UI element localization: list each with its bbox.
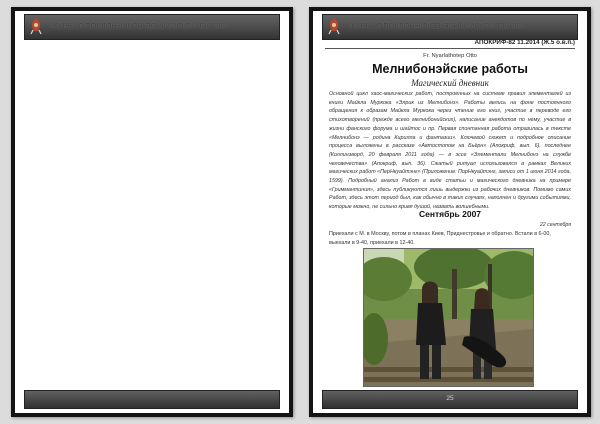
- page-footer: [322, 390, 578, 409]
- page-header: [322, 14, 578, 40]
- right-page: [309, 7, 591, 417]
- photo-image: [364, 249, 533, 386]
- issue-line: АПОКРИФ-82 11.2014 (Ж.5 о.в.п.): [474, 39, 575, 46]
- page-footer: [24, 390, 280, 409]
- header-title: ЖУРНАЛ ПОКЛОННИКОВ ЭЛЬФИЙСКОЙ СКАЗКИ: [349, 21, 527, 30]
- photo-two-people-forest: [363, 248, 534, 387]
- divider: [325, 48, 575, 49]
- dragon-logo-icon: [29, 17, 43, 35]
- page-number: 25: [446, 395, 454, 402]
- left-page: [11, 7, 293, 417]
- article-title: Мелнибонэйские работы: [372, 62, 528, 76]
- page-header: [24, 14, 280, 40]
- section-heading: Сентябрь 2007: [418, 209, 482, 219]
- article-subtitle: Магический дневник: [411, 78, 489, 88]
- entry-date: 22 сентября: [539, 222, 571, 228]
- header-title: ЖУРНАЛ ПОКЛОННИКОВ ЭЛЬФИЙСКОЙ СКАЗКИ: [51, 21, 229, 30]
- article-intro: Основной цикл хаос-магических работ, построенных на системе правил элементалей из книги Майкла Муркока «Элрик из Мелнибонэ». Работы велись на фоне постоянного обращения к образам Майкла Муркока через чтение его книг, участие в переводе его стихотворений (прежде всего мелнибонийских), написание анекдотов по нему, участие в жизни фанского форума и шайтос и пр. Первая спонтанная работа отразилась в тексте «Мелнибонэ — родина Кирилла и фантазии». Ключевой сюжет и подробное описание процесса выложены в рассказе «Автостопом на Бьёрн» (Апокриф, вып. 6), последнее (Коллинзворд, 20 февраля 2011 года) — в эссе «Элементали Мелнибонэ на службе человечества» (Апокриф, вып. 36). Сжатый ритуал использовался в рамках Великих магических работ «ПерНкуайтэнг» (Приложение: ПорНкуайтэнг, записи от 1 июня 2014 года, 1599). Подробный анализ Работ в виде статьи и магического дневника на примере «Гриммантиния», здесь публикуются лишь выдержки из рабочих дневников. Помимо самих Работ, здесь этот период был, как обычно в таких случаях, наполнен и другими событиями, которые можно, не сильно кривя душой, назвать волшебными.: [329, 91, 571, 211]
- article-author: Fr. Nyarlathotep Otto: [423, 53, 477, 59]
- dragon-logo-icon: [327, 17, 341, 35]
- entry-text: Приехали с М. в Москву, потом в планах Киев, Приднестровье и обратно. Встали в 6-00, выехали в 9-40, приехали в 12-40.: [329, 231, 551, 246]
